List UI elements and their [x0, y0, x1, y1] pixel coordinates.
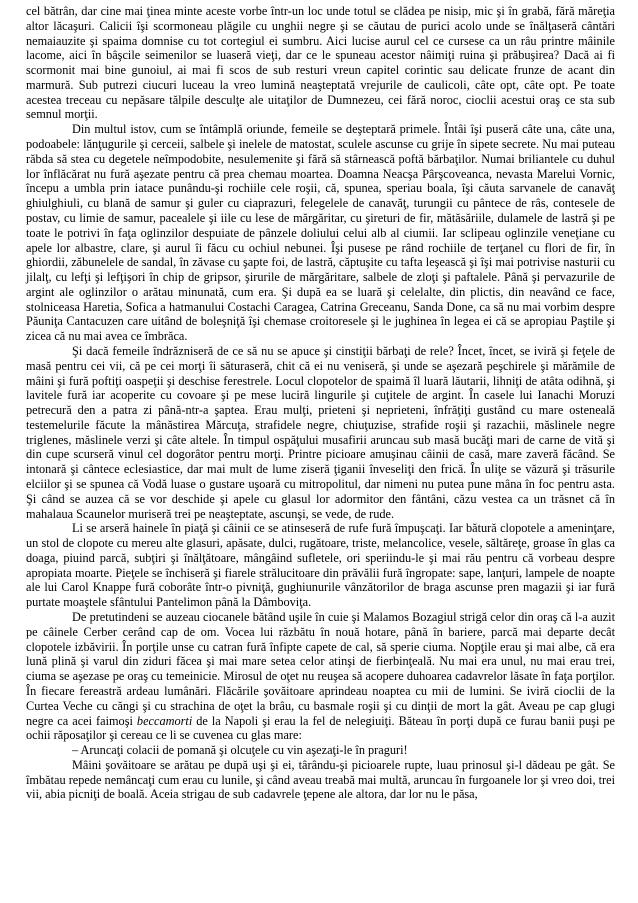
- paragraph-2: Din multul istov, cum se întâmplă oriunde, femeile se deşteptară primele. Întâi îşi puseră câte una, câte una, podoabele: lănţugurile şi cerceii, salbele şi inelele de matostat, sculele ascunse cu grije în sipete secrete. Nu mai puteau răbda să stea cu degetele neîmpodobite, nesulemenite şi fără să stârnească poftă bărbaţilor. Numai briliantele cu duhul lor înflăcărat nu fură aşezate pentru că prea chemau moartea. Doamna Neacşa Pârşcoveanca, nevasta Marelui Vornic, începu a umbla prin iatace punându-şi rochiile cele roşii, că, spunea, speriau boala, îşi căuta sarvanele de canavăţ ghiulghiuli, cu blană de samur şi guler cu ciaprazuri, felegelele de canavăţ, turungii cu pântece de râs, contesele de postav, cu limie de samur, pacealele şi iile cu lese de mărgăritar, cu şireturi de fir, mătăsăriile, dulamele de lastră şi pe toate le potrivi în faţa oglinzilor despuiate de pânzele doliului celui alb al ciumii. Iar sclipeau oglinzile veneţiane cu apele lor albastre, clare, şi aurul îi făcu cu ochiul nebunei. Îşi pusese pe rând rochiile de terţanel cu flori de fir, în ghiordii, zăbunelele de sandal, în zăvase cu şapte foi, de lastră, căptuşite cu tafta leşească şi îşi mai potrivise nasturii cu jilalţ, cu lefţi şi lefţişori în chip de gripsor, şirurile de mărgăritare, salbele de zloţi şi paftalele. Până şi pervazurile de argint ale oglinzilor o arătau minunată, cum era. Şi după ea se luară şi celelalte, din plictis, din neavând ce face, stolniceasa Haretia, Sofica a hatmanului Costachi Caragea, Catrina Greceanu, Sanda Done, ca să nu mai vorbim despre Păuniţa Cantacuzen care uitând de boleşniţă îşi chemase croitoresele şi le jughinea în legea ei că se apropiau Paştile şi zicea că nu mai avea ce îmbrăca.: [26, 122, 615, 344]
- paragraph-6: Mâini şovăitoare se arătau pe după uşi şi ei, târându-şi picioarele rupte, luau prinosul şi-l dădeau pe gât. Se îmbătau repede nemâncaţi cum erau cu lunile, şi când aveau treabă mai multă, aruncau în furgoanele lor şi vreo doi, trei vii, abia picniţi de boală. Aceia strigau de sub cadavrele ţepene ale altora, dar lor nu le păsa,: [26, 757, 615, 802]
- dialogue-line: – Aruncaţi colacii de pomană şi olcuţele cu vin aşezaţi-le în praguri!: [72, 743, 408, 758]
- paragraph-4: Li se arseră hainele în piaţă şi câinii ce se atinseseră de rufe fură împuşcaţi. Iar bătură clopotele a ameninţare, un stol de clopote cu mereu alte glasuri, apăsate, dulci, rugătoare, triste, melancolice, vesele, săltăreţe, groase în glas ca doaga, piuind parcă, subţiri şi înălţătoare, mângâind sufletele, ori speriindu-le şi mai rău pentru că vorbeau despre apropiata moarte. Pieţele se închiseră şi fiarele strălucitoare din prăvălii fură îngropate: sape, lanţuri, lampele de noapte ale lui Carol Knappe fură coborâte într-o pivniţă, gughiunurile vânzătorilor de braga ascunse pren magazii şi iar fură purtate moaştele sfântului Pantelimon până la Dâmboviţa.: [26, 521, 615, 610]
- beccamorti-italic: beccamorti: [136, 713, 193, 728]
- paragraph-5-text: De pretutindeni se auzeau ciocanele bătând uşile în cuie şi Malamos Bozagiul strigă celor din oraş că l-a auzit pe câinele Cerber cerând cap de om. Vocea lui răzbătu în nouă hotare, până în bariere, parcă mai departe decât clopotele izbăvirii. În porţile unse cu catran fură înfipte capete de cal, să sperie ciuma. Nopţile erau şi mai albe, că era lună plină şi varul din ziduri făcea şi mai mare setea celor atinşi de fierbinţeală. Nu mai era unul, nu mai erau trei, ciuma se aşezase pe oraş cu temeinicie. Mirosul de oţet nu reuşea să acopere duhoarea cadavrelor lăsate în faţa porţilor. În fiecare fereastră ardeau lumânări. Flăcările şovăitoare aprindeau noaptea cu mii de lumini. Se iviră cioclii de la Curtea Veche cu căngi şi cu strachina de oţet la brâu, cu basmale roşii şi cu dinţii de mort la gât. Aveau pe cap glugi negre ca acei faimoşi: [26, 610, 615, 728]
- paragraph-5-tail: de la Napoli şi erau la fel de nelegiuiţi. Băteau în porţi după ce furau banii puşi pe ochii răposaţilor şi cereau ce li se cuvenea cu glas mare:: [26, 713, 615, 743]
- paragraph-5: [26, 610, 615, 743]
- paragraph-3: Şi dacă femeile îndrăzniseră de ce să nu se apuce şi cinstiţii bărbaţi de rele? Încet, încet, se iviră şi feţele de masă pentru cei vii, că pe cei morţi îi săturaseră, chit că ei nu veniseră, şi unde se aşezară peşchirele şi mărămile de mâini şi fură poftiţi oaspeţii şi deschise ferestrele. Locul clopotelor de spaimă îl luară lăutarii, lihniţi de atâta odihnă, şi lavitele fură iar acoperite cu covoare şi pe mese luciră lingurile şi cuţitele de argint. În casele lui Ianachi Moruzi petrecură den a patra zi până-ntr-a şaptea. Erau mulţi, prieteni şi neprieteni, înfrăţiţi gustând cu mare osteneală testemelurile făcute la mânăstirea Mărcuţa, strafidele negre, chiuţuzise, strafide roşii şi razachii, măslinele negre triglenes, măslinele verzi şi câte altele. În timpul ospăţului musafirii aruncau sub masă bucăţi mari de carne de vită şi din cupe scurseră vinul cel dogorâtor pentru morţi. Printre picioare amuşinau câinii de casă, mare zaveră făcând. Se intonară şi cântece eclesiastice, dar mai mult de lume ziseră ţiganii înveseliţi den frică. În uliţe se văzură şi trăsurile elciilor şi se spunea că Vodă luase o gustare uşoară cu mitropolitul, dar nimeni nu putea pune mâna în foc pentru asta. Şi când se auzea că se vor deschide şi apele cu glasul lor adormitor den fântâni, căzu vestea ca un trăsnet că în mahalaua Scaunelor muriseră trei pe neaşteptate, ascunşi, se vede, de rude.: [26, 343, 615, 521]
- paragraph-1: cel bătrân, dar cine mai ţinea minte aceste vorbe într-un loc unde totul se clădea pe nisip, mic şi în grabă, fără măreţia altor lăcaşuri. Calicii îşi scormoneau plăgile cu unghii negre şi se căutau de purici acolo unde se înălţaseră cântări nemaiauzite şi spaima domnise cu tot cortegiul ei sumbru. Aici lucise aurul cel ce cursese ca un râu printre mâinile lacome, aici în bâşcile seimenilor se luaseră vieţi, dar ce le spuneau acestor nâimiţi ruina şi prăbuşirea? Dacă ai fi scormonit mai bine gunoiul, ai mai fi scos de sub resturi vreun capitel corintic sau delicate frunze de acant din marmură. Sub putrezi ciucuri luceau la vreo lumină neaşteptată vrejurile de caulicoli, câte opt, câte opt. Pe toate acestea treceau cu nepăsare tălpile desculţe ale uitaţilor de Dumnezeu, cei fără noroc, cioclii acestui oraş ce sta sub semnul morţii.: [26, 4, 615, 122]
